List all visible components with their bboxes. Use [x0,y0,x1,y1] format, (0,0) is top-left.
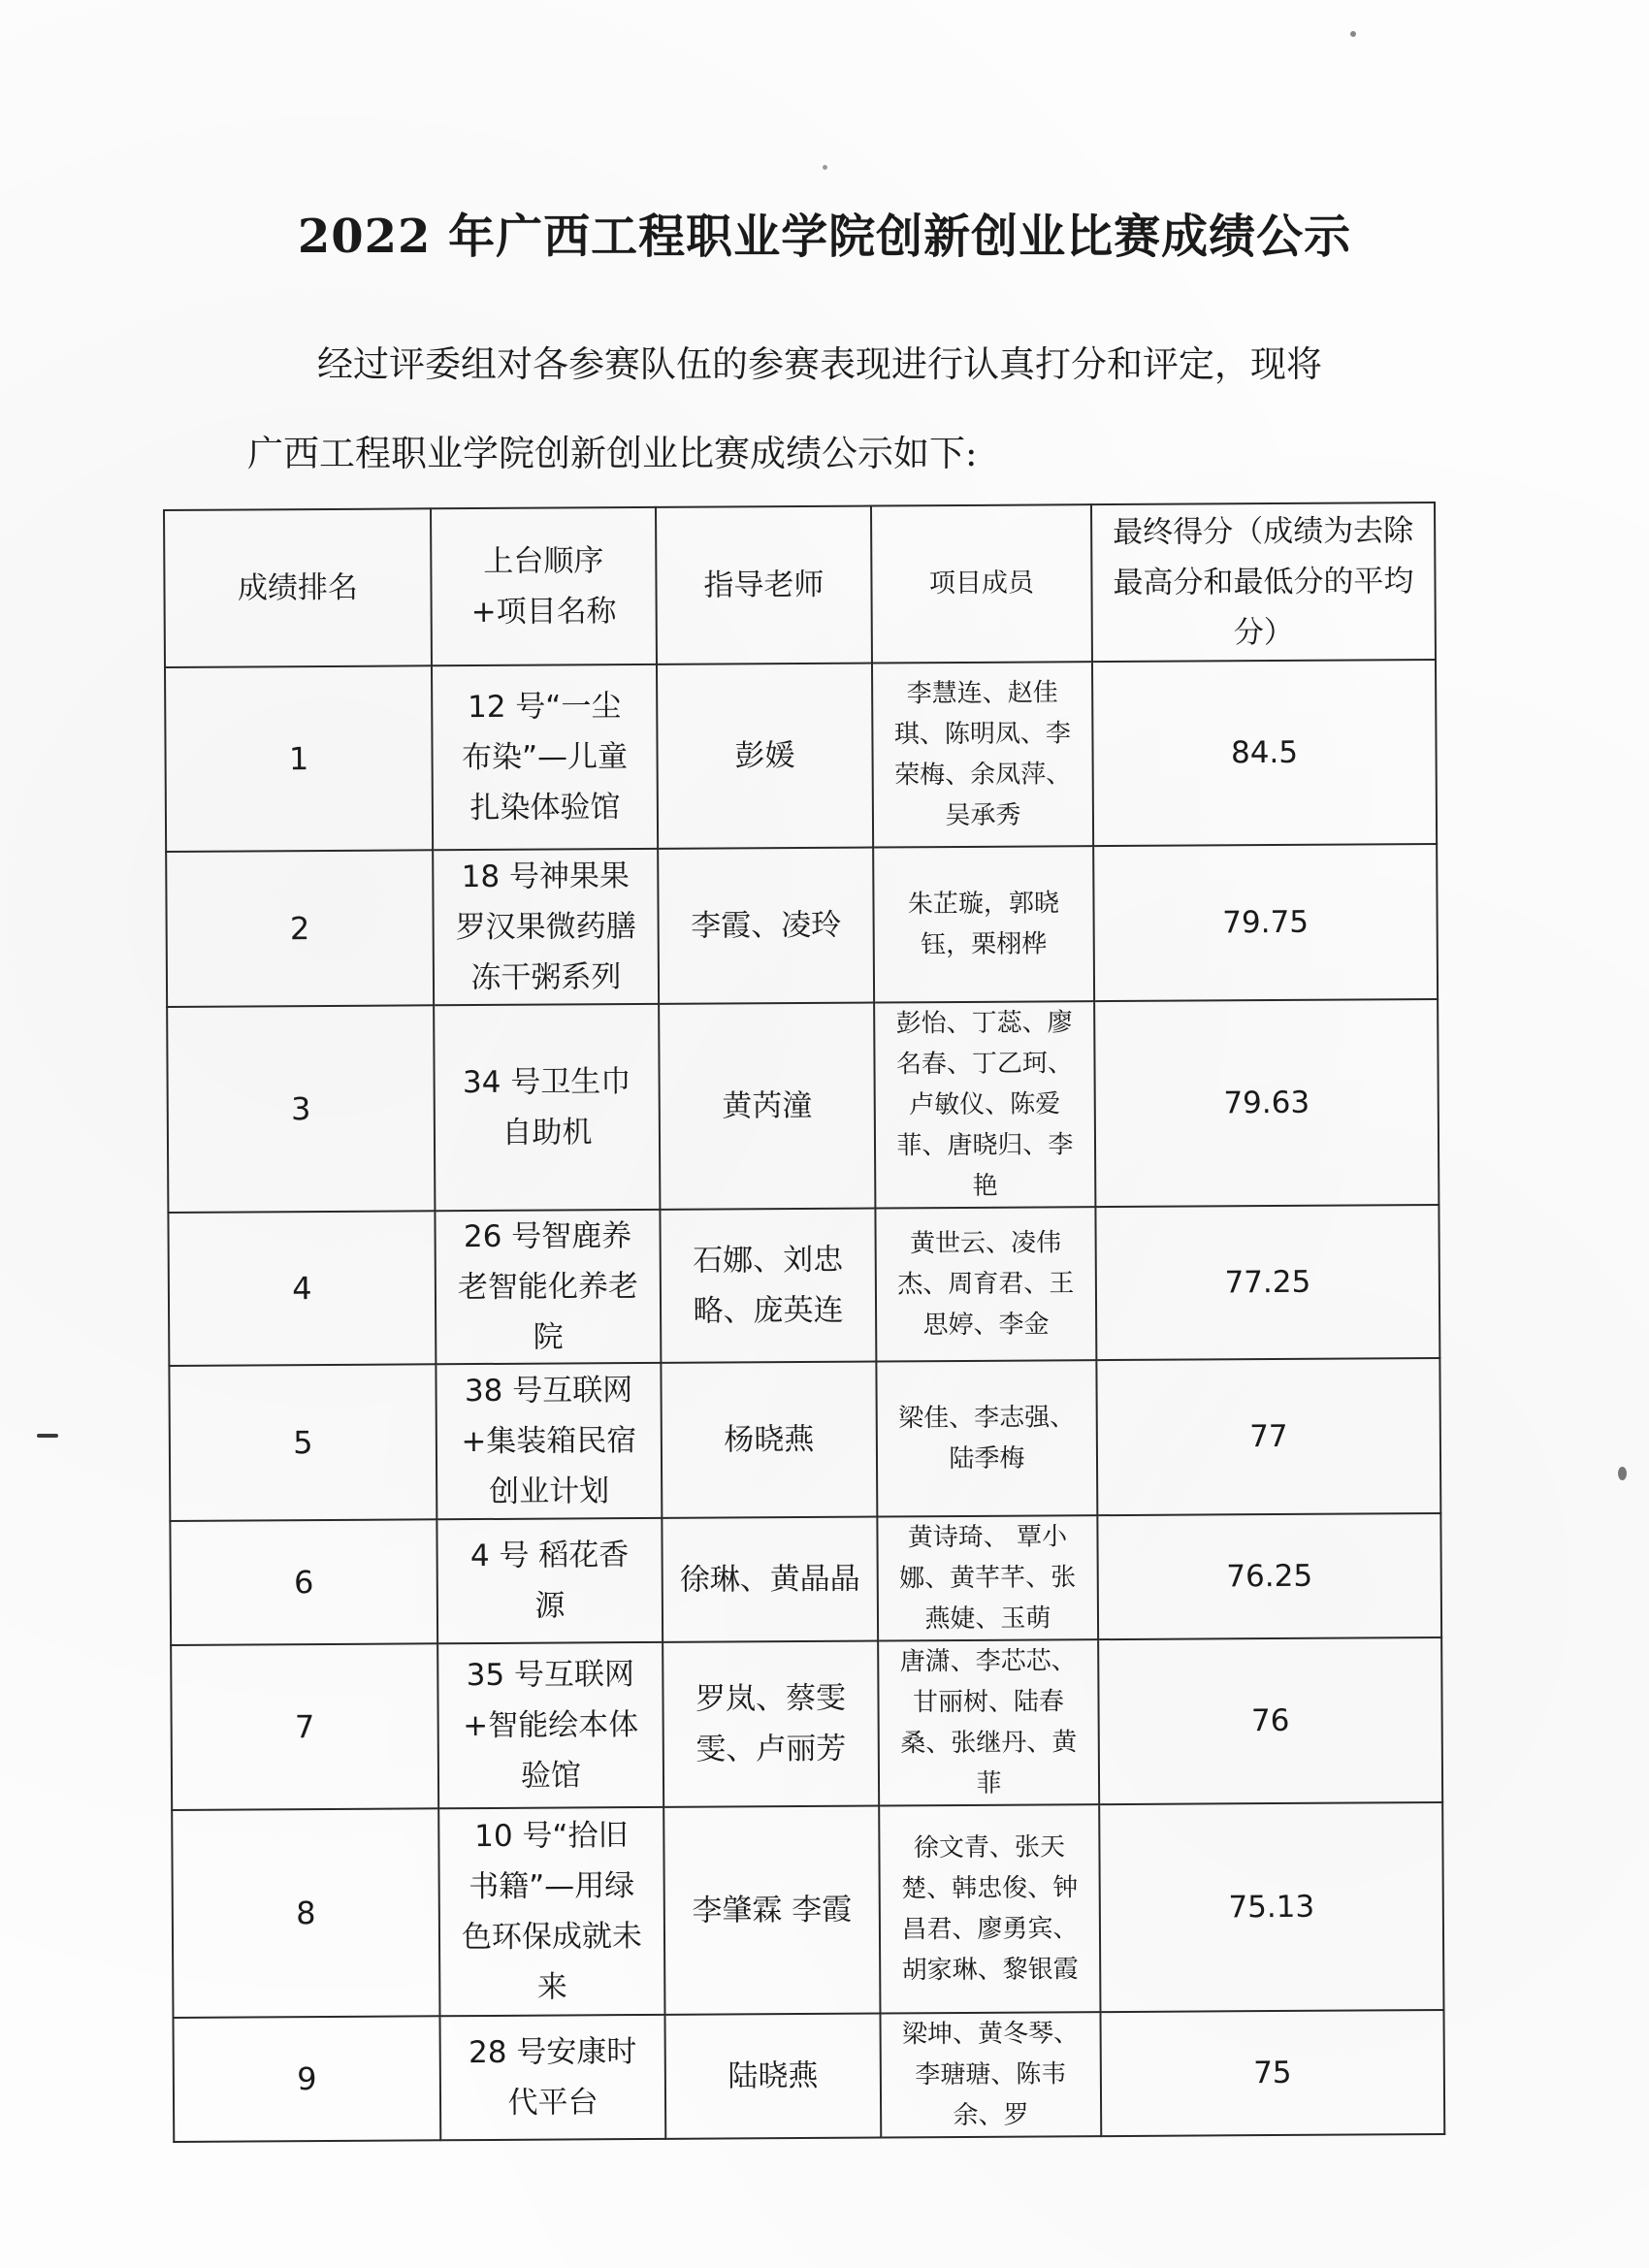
score-cell: 84.5 [1092,660,1437,846]
project-cell: 12 号“一尘布染”—儿童扎染体验馆 [432,664,658,850]
intro-line-1: 经过评委组对各参赛队伍的参赛表现进行认真打分和评定，现将 [317,343,1322,385]
intro-line-2: 广西工程职业学院创新创业比赛成绩公示如下: [247,433,978,474]
members-cell: 朱芷璇，郭晓钰，栗栩桦 [873,846,1094,1002]
scan-speck [37,1434,58,1438]
results-table [163,502,1445,2143]
score-cell: 75 [1100,2010,1444,2136]
rank-cell: 3 [167,1005,435,1213]
members-cell: 唐潇、李芯芯、甘丽树、陆春桑、张继丹、黄菲 [878,1639,1099,1805]
rank-cell: 1 [165,665,433,852]
score-cell: 76.25 [1097,1513,1441,1639]
score-cell: 76 [1098,1637,1442,1804]
project-cell: 38 号互联网+集装箱民宿创业计划 [436,1363,662,1519]
members-cell: 李慧连、赵佳琪、陈明凤、李荣梅、余凤萍、吴承秀 [872,662,1093,847]
rank-cell: 6 [170,1519,437,1645]
advisor-cell: 黄芮潼 [659,1003,875,1210]
table-row [165,660,1437,852]
rank-cell: 9 [173,2016,440,2142]
rank-cell: 8 [172,1808,439,2018]
scan-speck [823,165,827,170]
table-row [166,844,1438,1007]
advisor-cell: 彭媛 [657,664,873,849]
rank-cell: 4 [168,1211,436,1366]
table-row [170,1513,1441,1645]
advisor-cell: 李肇霖 李霞 [663,1806,880,2015]
advisor-cell: 石娜、刘忠略、庞英连 [660,1209,876,1363]
scan-speck [1618,1467,1627,1480]
advisor-cell: 陆晓燕 [664,2014,881,2139]
table-row [173,2010,1444,2142]
score-cell: 77.25 [1095,1205,1439,1360]
table-row [172,1802,1443,2018]
advisor-cell: 徐琳、黄晶晶 [662,1517,878,1642]
project-cell: 35 号互联网+智能绘本体验馆 [437,1642,663,1808]
table-row [169,1358,1440,1521]
rank-cell: 5 [169,1364,436,1521]
score-cell: 79.63 [1094,999,1439,1207]
scan-speck [1350,31,1356,37]
table-row [168,1205,1439,1366]
project-cell: 26 号智鹿养老智能化养老院 [435,1210,661,1364]
score-cell: 75.13 [1099,1802,1443,2012]
members-cell: 徐文青、张天楚、韩忠俊、钟昌君、廖勇宾、胡家琳、黎银霞 [879,1804,1100,2013]
results-table-wrapper [163,502,1443,2143]
project-cell: 4 号 稻花香源 [436,1518,663,1643]
header-project: 上台顺序+项目名称 [431,507,657,665]
advisor-cell: 杨晓燕 [661,1362,877,1518]
members-cell: 黄世云、凌伟杰、周育君、王思婷、李金 [875,1207,1096,1361]
project-cell: 34 号卫生巾自助机 [434,1004,660,1211]
table-row [171,1637,1442,1810]
project-cell: 28 号安康时代平台 [439,2015,665,2140]
advisor-cell: 罗岚、蔡雯雯、卢丽芳 [663,1641,879,1807]
members-cell: 黄诗琦、 覃小娜、黄芊芊、张燕婕、玉萌 [877,1515,1098,1640]
members-cell: 彭怡、丁蕊、廖名春、丁乙珂、卢敏仪、陈爱菲、唐晓归、李艳 [874,1001,1095,1208]
project-cell: 10 号“拾旧书籍”—用绿色环保成就未来 [438,1807,664,2016]
rank-cell: 2 [166,850,434,1007]
document-title: 2022 年广西工程职业学院创新创业比赛成绩公示 [297,210,1352,264]
members-cell: 梁坤、黄冬琴、李瑭瑭、陈韦余、罗 [880,2012,1101,2137]
header-row [164,502,1436,667]
header-advisor: 指导老师 [656,506,872,664]
score-cell: 77 [1096,1358,1440,1515]
score-cell: 79.75 [1093,844,1438,1001]
header-rank: 成绩排名 [164,508,432,667]
table-row [167,999,1439,1213]
advisor-cell: 李霞、凌玲 [658,848,874,1004]
project-cell: 18 号神果果罗汉果微药膳冻干粥系列 [433,849,659,1005]
intro-paragraph [247,320,1411,499]
header-members: 项目成员 [871,504,1092,663]
header-score: 最终得分（成绩为去除最高分和最低分的平均分） [1091,502,1436,662]
members-cell: 梁佳、李志强、陆季梅 [876,1360,1097,1516]
rank-cell: 7 [171,1643,438,1810]
